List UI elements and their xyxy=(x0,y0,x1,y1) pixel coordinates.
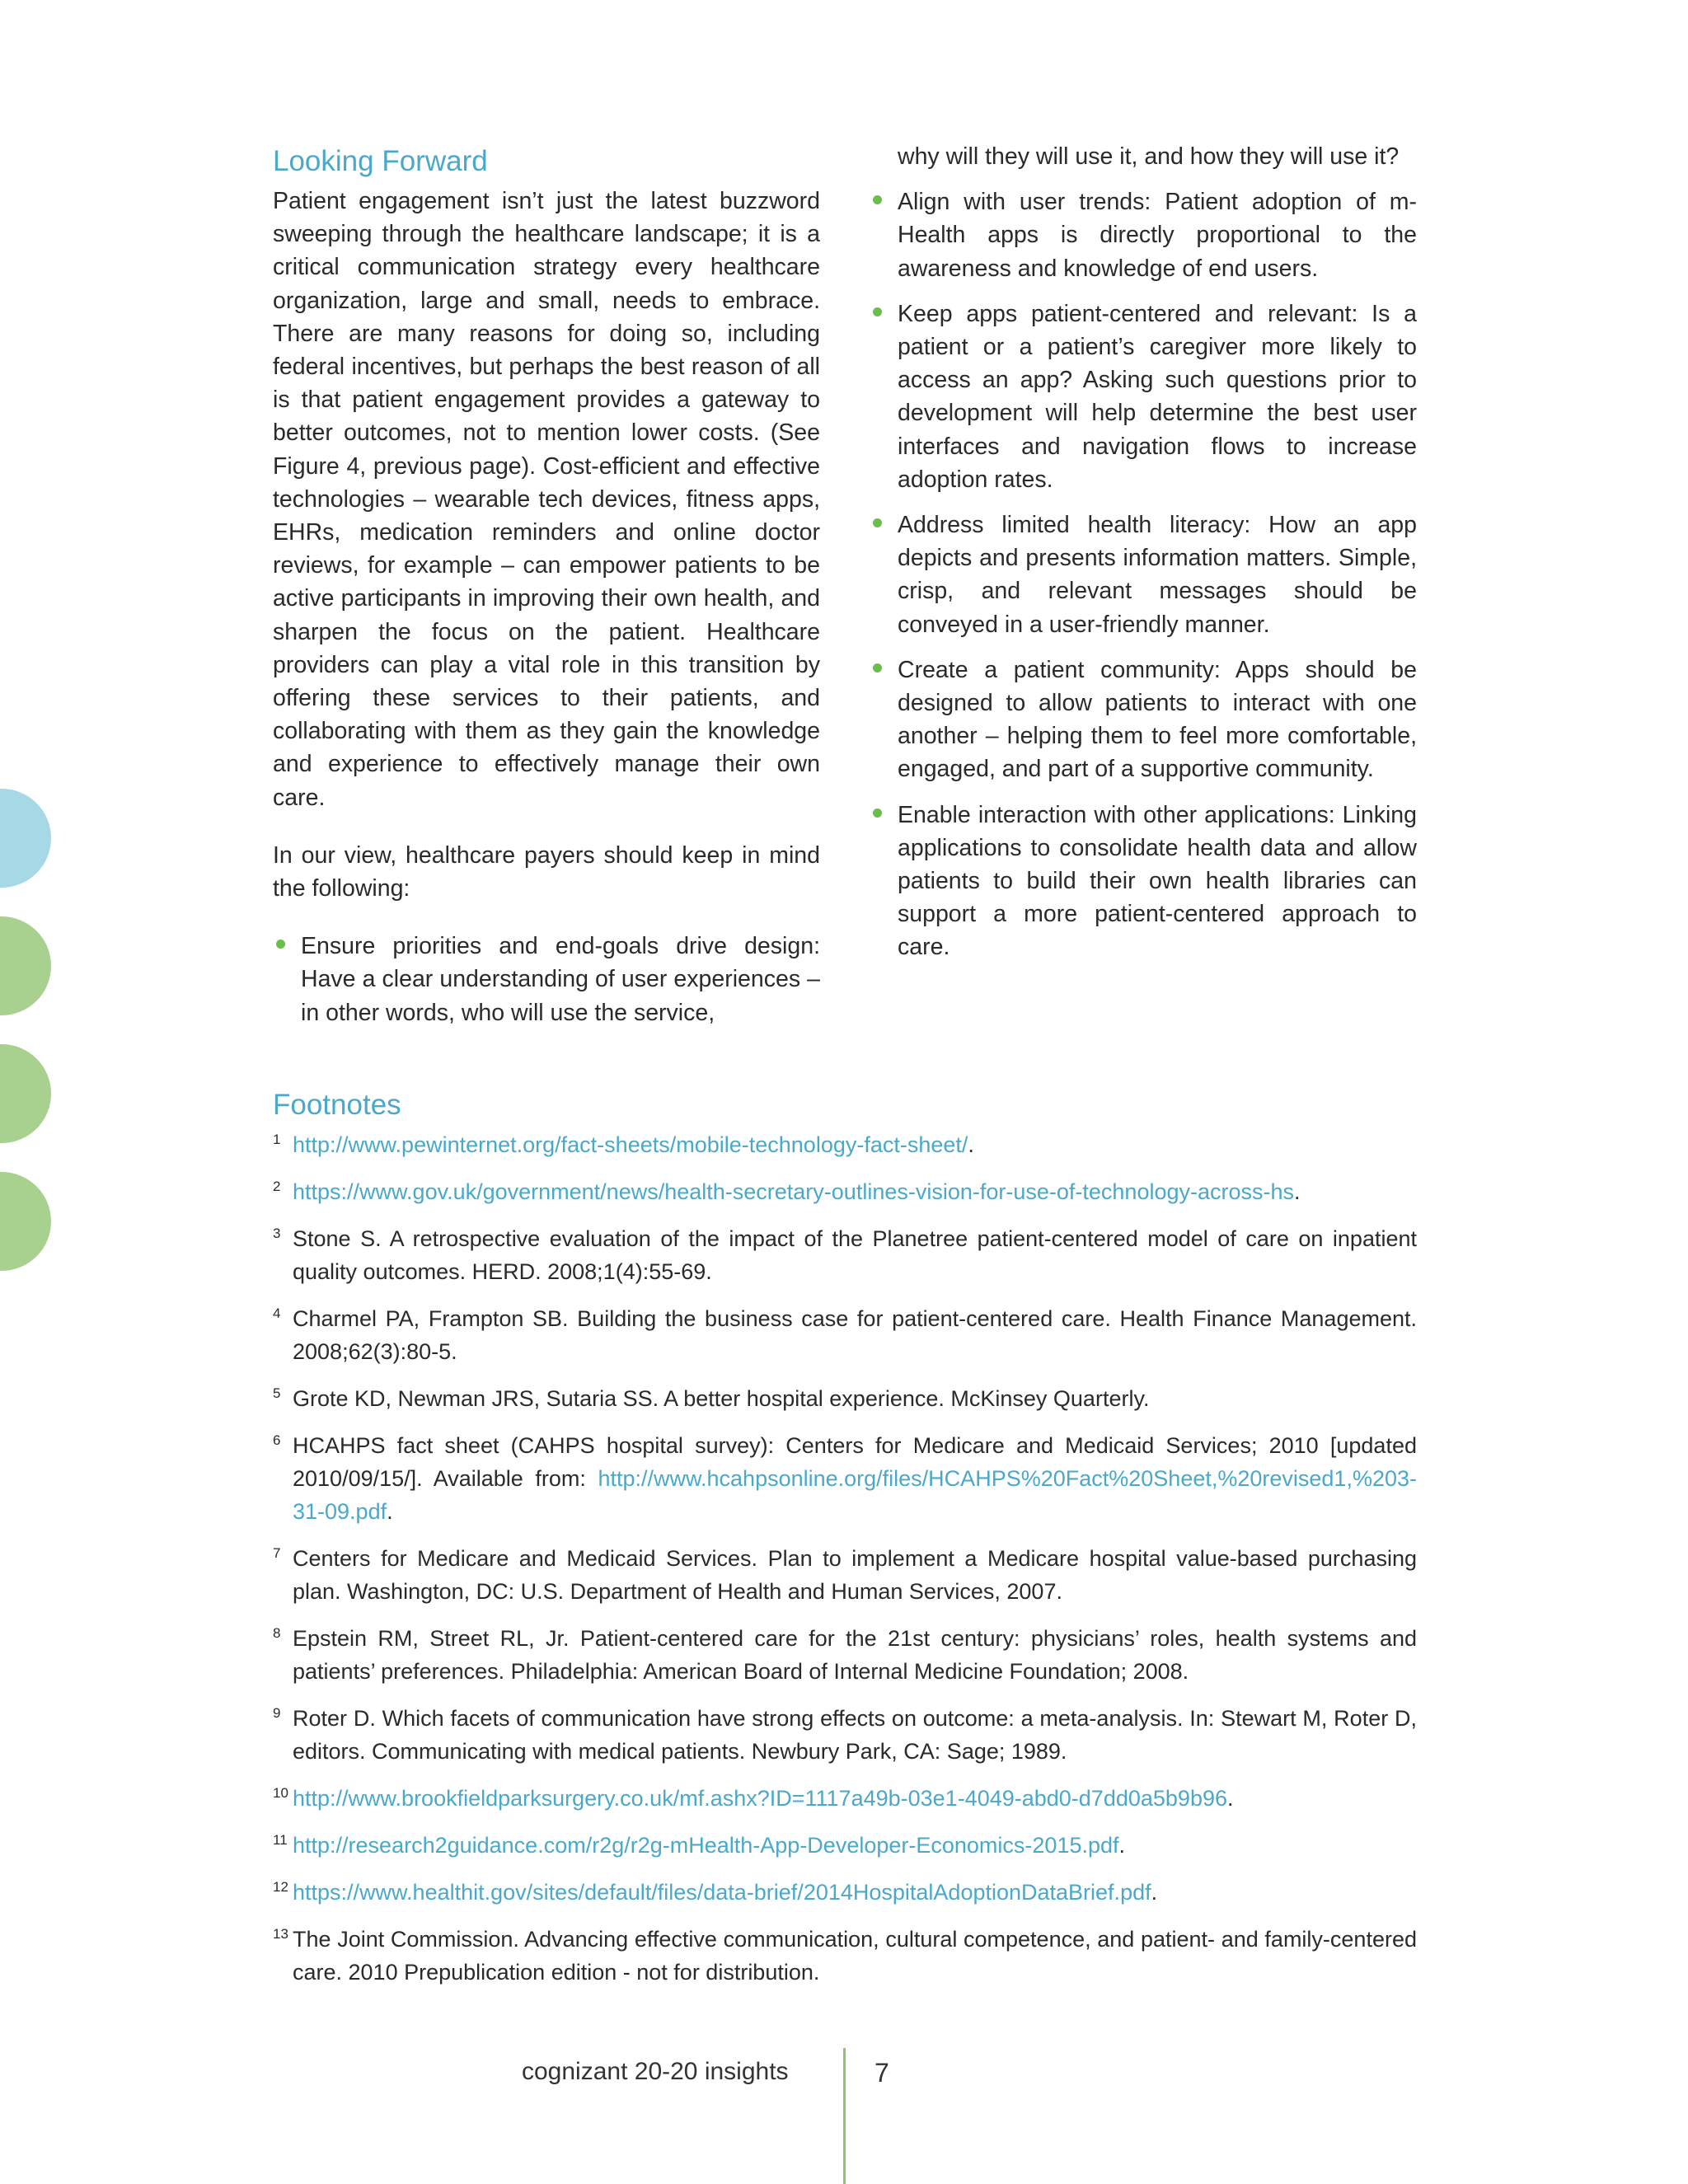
bullet-dot-icon xyxy=(873,307,882,316)
footnote-item xyxy=(273,1175,1417,1208)
paragraph-intro: Patient engagement isn’t just the latest buzzword sweeping through the healthcare landscape; it is a critical communication strategy every healthcare organization, large and small, needs to embrace. There are many reasons for doing so, including federal incentives, but perhaps the best reason of all is that patient engagement provides a gateway to better outcomes, not to mention lower costs. (See Figure 4, previous page). Cost-efficient and effective technologies – wearable tech devices, fitness apps, EHRs, medication reminders and online doctor reviews, for example – can empower patients to be active participants in improving their own health, and sharpen the focus on the patient. Healthcare providers can play a vital role in this transition by offering these services to their patients, and collaborating with them as they gain the knowledge and experience to effectively manage their own care. xyxy=(273,188,820,811)
footnote-trailing-punctuation: . xyxy=(1151,1880,1158,1905)
section-title-footnotes: Footnotes xyxy=(273,1089,401,1121)
publication-name: cognizant 20-20 insights xyxy=(522,2058,789,2085)
footnote-item xyxy=(273,1302,1417,1368)
bullet-dot-icon xyxy=(873,195,882,204)
footnote-trailing-punctuation: . xyxy=(1227,1786,1234,1811)
footnote-list xyxy=(273,1128,1417,1989)
footnote-text: Centers for Medicare and Medicaid Services. Plan to implement a Medicare hospital value-based purchasing plan. Washington, DC: U.S. Department of Health and Human Services, 2007. xyxy=(293,1546,1417,1604)
footnote-item xyxy=(273,1876,1417,1909)
footnote-item xyxy=(273,1429,1417,1528)
footnote-item xyxy=(273,1222,1417,1288)
bullet-item: Align with user trends: Patient adoption of m-Health apps is directly proportional to the awareness and knowledge of end users. xyxy=(870,185,1417,285)
footnote-number: 4 xyxy=(273,1305,281,1321)
footnote-trailing-punctuation: . xyxy=(1294,1179,1301,1204)
page-footer xyxy=(0,2048,1688,2184)
footnote-link[interactable]: http://research2guidance.com/r2g/r2g-mHealth-App-Developer-Economics-2015.pdf xyxy=(293,1833,1119,1858)
footer-divider xyxy=(843,2048,846,2184)
footnote-text: Epstein RM, Street RL, Jr. Patient-centered care for the 21st century: physicians’ roles, health systems and patients’ preferences. Philadelphia: American Board of Internal Medicine Foundation; 2008. xyxy=(293,1626,1417,1684)
footnote-item xyxy=(273,1829,1417,1862)
bullet-list xyxy=(870,185,1417,963)
bullet-item: Create a patient community: Apps should be designed to allow patients to interact with one another – helping them to feel more comfortable, engaged, and part of a supportive community. xyxy=(870,654,1417,786)
footnote-item xyxy=(273,1542,1417,1608)
footnote-item xyxy=(273,1622,1417,1688)
decorative-circle-green xyxy=(0,1172,51,1271)
footnote-number: 12 xyxy=(273,1879,288,1895)
footnote-item xyxy=(273,1923,1417,1989)
footnote-link[interactable]: https://www.healthit.gov/sites/default/files/data-brief/2014HospitalAdoptionDataBrief.pdf xyxy=(293,1880,1151,1905)
bullet-continuation: why will they will use it, and how they will use it? xyxy=(898,143,1400,170)
footnote-item xyxy=(273,1702,1417,1768)
bullet-dot-icon xyxy=(276,940,285,949)
footnote-number: 11 xyxy=(273,1832,288,1848)
bullet-dot-icon xyxy=(873,663,882,673)
bullet-item: Keep apps patient-centered and relevant: Is a patient or a patient’s caregiver more likely to access an app? Asking such questions prior to development will help determine the best user interfaces and navigation flows to increase adoption rates. xyxy=(870,298,1417,496)
footnote-number: 13 xyxy=(273,1926,288,1942)
footnote-text: Grote KD, Newman JRS, Sutaria SS. A better hospital experience. McKinsey Quarterly. xyxy=(293,1386,1150,1411)
left-column xyxy=(273,140,820,1029)
footnote-text: Stone S. A retrospective evaluation of the impact of the Planetree patient-centered model of care on inpatient quality outcomes. HERD. 2008;1(4):55-69. xyxy=(293,1226,1417,1284)
footnote-number: 5 xyxy=(273,1385,281,1401)
decorative-circle-green xyxy=(0,916,51,1015)
footnote-text: Charmel PA, Frampton SB. Building the business case for patient-centered care. Health Finance Management. 2008;62(3):80-5. xyxy=(293,1306,1417,1364)
footnote-trailing-punctuation: . xyxy=(968,1132,974,1157)
footnote-number: 1 xyxy=(273,1132,281,1147)
footnote-trailing-punctuation: . xyxy=(387,1499,393,1524)
footnote-number: 9 xyxy=(273,1705,281,1721)
footnote-number: 7 xyxy=(273,1545,281,1561)
bullet-list xyxy=(273,930,820,1029)
footnote-number: 6 xyxy=(273,1432,281,1448)
bullet-item: Ensure priorities and end-goals drive design: Have a clear understanding of user experiences – in other words, who will use the service, xyxy=(273,930,820,1029)
footnote-item xyxy=(273,1382,1417,1415)
decorative-circle-blue xyxy=(0,789,51,888)
page-number: 7 xyxy=(874,2058,889,2088)
bullet-dot-icon xyxy=(873,518,882,527)
footnote-number: 2 xyxy=(273,1179,281,1194)
footnote-link[interactable]: http://www.brookfieldparksurgery.co.uk/mf.ashx?ID=1117a49b-03e1-4049-abd0-d7dd0a5b9b96 xyxy=(293,1786,1227,1811)
bullet-dot-icon xyxy=(873,808,882,818)
paragraph-view: In our view, healthcare payers should keep in mind the following: xyxy=(273,841,820,902)
footnote-text: HCAHPS fact sheet (CAHPS hospital survey): Centers for Medicare and Medicaid Services; 2010 [updated 2010/09/15/]. Available from: xyxy=(293,1433,1417,1491)
footnote-link[interactable]: https://www.gov.uk/government/news/health-secretary-outlines-vision-for-use-of-technology-across-hs xyxy=(293,1179,1295,1204)
footnote-text: Roter D. Which facets of communication have strong effects on outcome: a meta-analysis. In: Stewart M, Roter D, editors. Communicating with medical patients. Newbury Park, CA: Sage; 1989. xyxy=(293,1706,1417,1764)
footnote-link[interactable]: http://www.hcahpsonline.org/files/HCAHPS%20Fact%20Sheet,%20revised1,%203-31-09.pdf xyxy=(293,1466,1417,1524)
footnote-link[interactable]: http://www.pewinternet.org/fact-sheets/mobile-technology-fact-sheet/ xyxy=(293,1132,968,1157)
footnote-number: 10 xyxy=(273,1785,288,1801)
bullet-item: Enable interaction with other applications: Linking applications to consolidate health data and allow patients to build their own health libraries can support a more patient-centered approach to care. xyxy=(870,799,1417,964)
footnote-item xyxy=(273,1782,1417,1815)
footnote-trailing-punctuation: . xyxy=(1118,1833,1126,1858)
section-title-looking-forward: Looking Forward xyxy=(273,145,488,177)
bullet-item: Address limited health literacy: How an app depicts and presents information matters. Simple, crisp, and relevant messages should be conveyed in a user-friendly manner. xyxy=(870,509,1417,641)
right-column xyxy=(870,140,1417,964)
footnote-item xyxy=(273,1128,1417,1161)
decorative-circle-green xyxy=(0,1044,51,1143)
footnote-number: 8 xyxy=(273,1625,281,1641)
footnote-text: The Joint Commission. Advancing effective communication, cultural competence, and patient- and family-centered care. 2010 Prepublication edition - not for distribution. xyxy=(293,1927,1417,1985)
footnotes-section xyxy=(273,1084,1417,1989)
footnote-number: 3 xyxy=(273,1226,281,1241)
